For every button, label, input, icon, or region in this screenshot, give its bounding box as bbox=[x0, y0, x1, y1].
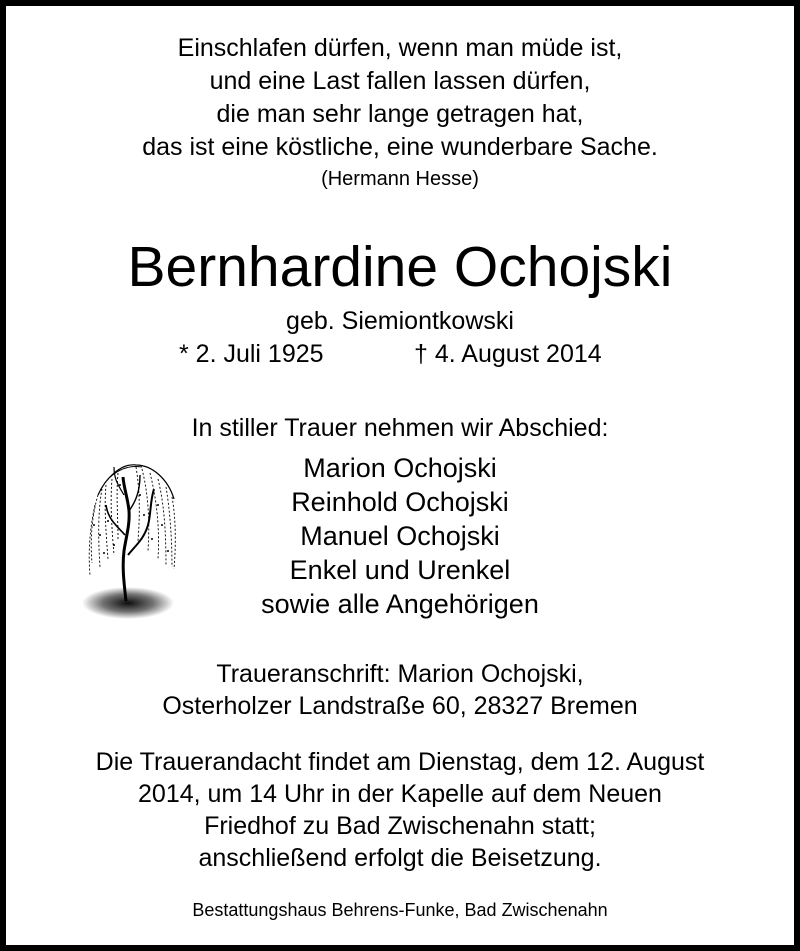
mourner-name: sowie alle Angehörigen bbox=[261, 589, 539, 619]
address-line: Traueranschrift: Marion Ochojski, bbox=[216, 660, 584, 688]
birth-name: geb. Siemiontkowski bbox=[286, 307, 514, 335]
poem-line: Einschlafen dürfen, wenn man müde ist, bbox=[177, 34, 623, 62]
weeping-willow-icon bbox=[78, 455, 188, 625]
mourner-name: Enkel und Urenkel bbox=[289, 555, 511, 585]
birth-date: * 2. Juli 1925 bbox=[179, 340, 324, 368]
poem-quote bbox=[0, 32, 800, 164]
death-date: † 4. August 2014 bbox=[414, 340, 602, 368]
poem-line: die man sehr lange getragen hat, bbox=[216, 100, 584, 128]
mourning-intro: In stiller Trauer nehmen wir Abschied: bbox=[191, 414, 609, 442]
service-line: 2014, um 14 Uhr in der Kapelle auf dem Neuen bbox=[138, 780, 662, 808]
mourner-name: Manuel Ochojski bbox=[300, 521, 500, 551]
service-line: Die Trauerandacht findet am Dienstag, dem 12. August bbox=[95, 748, 705, 776]
poem-line: das ist eine köstliche, eine wunderbare Sache. bbox=[142, 133, 658, 161]
mourner-name: Reinhold Ochojski bbox=[291, 487, 509, 517]
service-line: Friedhof zu Bad Zwischenahn statt; bbox=[204, 812, 596, 840]
address-line: Osterholzer Landstraße 60, 28327 Bremen bbox=[162, 692, 638, 720]
undertaker-credit: Bestattungshaus Behrens-Funke, Bad Zwischenahn bbox=[192, 900, 608, 920]
service-line: anschließend erfolgt die Beisetzung. bbox=[198, 844, 602, 872]
mourner-name: Marion Ochojski bbox=[303, 453, 497, 483]
deceased-name: Bernhardine Ochojski bbox=[127, 235, 673, 299]
funeral-service-info bbox=[0, 746, 800, 874]
mourning-address bbox=[0, 658, 800, 722]
poem-author: (Hermann Hesse) bbox=[321, 168, 479, 190]
poem-line: und eine Last fallen lassen dürfen, bbox=[209, 67, 591, 95]
